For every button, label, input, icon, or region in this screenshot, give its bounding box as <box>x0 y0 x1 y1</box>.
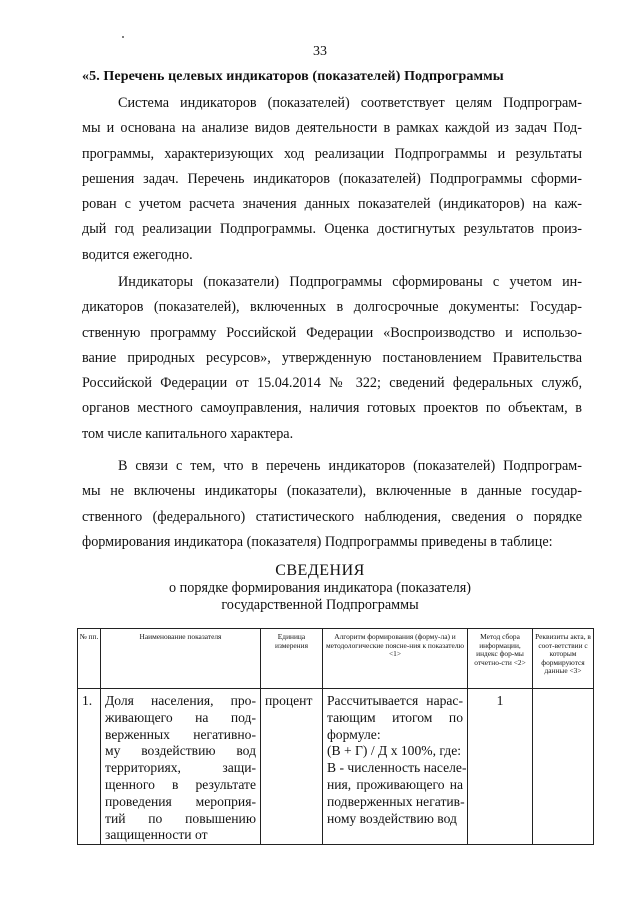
row-algorithm-line: ния, проживающего на <box>327 776 463 792</box>
row-name-line: защищенности от <box>105 827 208 843</box>
header-name: Наименование показателя <box>101 629 261 689</box>
scan-speck <box>122 36 124 38</box>
row-method: 1 <box>496 693 504 708</box>
row-algorithm-line: подверженных негатив- <box>327 793 465 809</box>
row-num-cell <box>78 689 101 845</box>
row-unit-cell <box>261 689 323 845</box>
header-act: Реквизиты акта, в соот-ветствии с которым формируются данные <3> <box>533 629 594 689</box>
header-algorithm: Алгоритм формирования (форму-ла) и методологические поясне-ния к показателю <1> <box>323 629 468 689</box>
paragraph-1-line: рован с учетом расчета значения данных показателей (индикаторов) на каж- <box>82 196 582 213</box>
row-algorithm-line: Рассчитывается нарас- <box>327 693 463 708</box>
paragraph-2-line: дикаторов (показателей), включенных в долгосрочные документы: Государ- <box>82 299 582 316</box>
table-header-row <box>78 629 594 689</box>
paragraph-3-line: В связи с тем, что в перечень индикаторов (показателей) Подпрограм- <box>118 458 582 474</box>
paragraph-1-line: решения задач. Перечень индикаторов (показателей) Подпрограммы сформи- <box>82 170 582 187</box>
table-subtitle-line: о порядке формирования индикатора (показателя) <box>169 580 471 596</box>
paragraph-3-line: ственного (федерального) статистического наблюдения, сведения о порядке <box>82 508 582 525</box>
paragraph-1-line: мы и основана на анализе видов деятельности в рамках каждой из задач Под- <box>82 120 582 137</box>
row-act-cell <box>533 689 594 845</box>
row-algorithm-cell <box>323 689 468 845</box>
row-name-line: щенного в результате <box>105 776 256 792</box>
paragraph-1-line: водится ежегодно. <box>82 246 193 263</box>
paragraph-2-line: ственную программу Российской Федерации «Воспроизводство и использо- <box>82 324 582 341</box>
row-algorithm-line: (В + Г) / Д х 100%, где: <box>327 743 462 759</box>
row-algorithm-line: формуле: <box>327 726 381 742</box>
paragraph-2 <box>82 270 582 447</box>
row-name-line: проведения мероприя- <box>105 793 256 809</box>
row-act <box>533 689 593 693</box>
row-name-line: живающего на под- <box>105 709 256 725</box>
paragraph-1-line: Система индикаторов (показателей) соответствует целям Подпрограм- <box>118 95 582 111</box>
section-heading: «5. Перечень целевых индикаторов (показателей) Подпрограммы <box>82 69 504 84</box>
paragraph-3-line: мы не включены индикаторы (показатели), включенные в данные государ- <box>82 483 582 500</box>
row-name-line: тий по повышению <box>105 810 256 826</box>
row-unit: процент <box>265 693 313 708</box>
row-name-cell <box>101 689 261 845</box>
paragraph-1-line: программы, характеризующих ход реализации Подпрограммы и результаты <box>82 145 582 162</box>
row-name-line: Доля населения, про- <box>105 693 256 708</box>
paragraph-3-line: формирования индикатора (показателя) Подпрограммы приведены в таблице: <box>82 533 553 550</box>
row-method-cell <box>468 689 533 845</box>
table-title: СВЕДЕНИЯ <box>275 562 365 579</box>
paragraph-2-line: Индикаторы (показатели) Подпрограммы сформированы с учетом ин- <box>118 274 582 290</box>
paragraph-2-line: вание природных ресурсов», утвержденную постановлением Правительства <box>82 349 582 366</box>
paragraph-1 <box>82 91 582 268</box>
paragraph-3 <box>82 454 582 555</box>
row-algorithm-line: ному воздействию вод <box>327 810 457 826</box>
row-name-line: му воздействию вод <box>105 743 256 759</box>
paragraph-1-line: дый год реализации Подпрограммы. Оценка достигнутых результатов произ- <box>82 221 582 238</box>
page-number: 33 <box>313 44 327 59</box>
table-subtitle <box>0 580 640 614</box>
row-name-line: территориях, защи- <box>105 760 256 776</box>
table-row <box>78 689 594 845</box>
header-unit: Единица измерения <box>261 629 323 689</box>
header-num: № пп. <box>78 629 101 689</box>
row-num: 1. <box>82 693 93 708</box>
header-method: Метод сбора информации, индекс фор-мы отчетно-сти <2> <box>468 629 533 689</box>
table-subtitle-line: государственной Подпрограммы <box>221 597 419 613</box>
paragraph-2-line: органов местного самоуправления, наличия готовых проектов по объектам, в <box>82 400 582 417</box>
paragraph-2-line: Российской Федерации от 15.04.2014 № 322; сведений федеральных служб, <box>82 375 582 392</box>
indicators-table <box>77 628 594 845</box>
paragraph-2-line: том числе капитального характера. <box>82 425 294 442</box>
row-algorithm-line: В - численность населе- <box>327 760 467 776</box>
row-algorithm-line: тающим итогом по <box>327 709 463 725</box>
row-name-line: верженных негативно- <box>105 726 256 742</box>
